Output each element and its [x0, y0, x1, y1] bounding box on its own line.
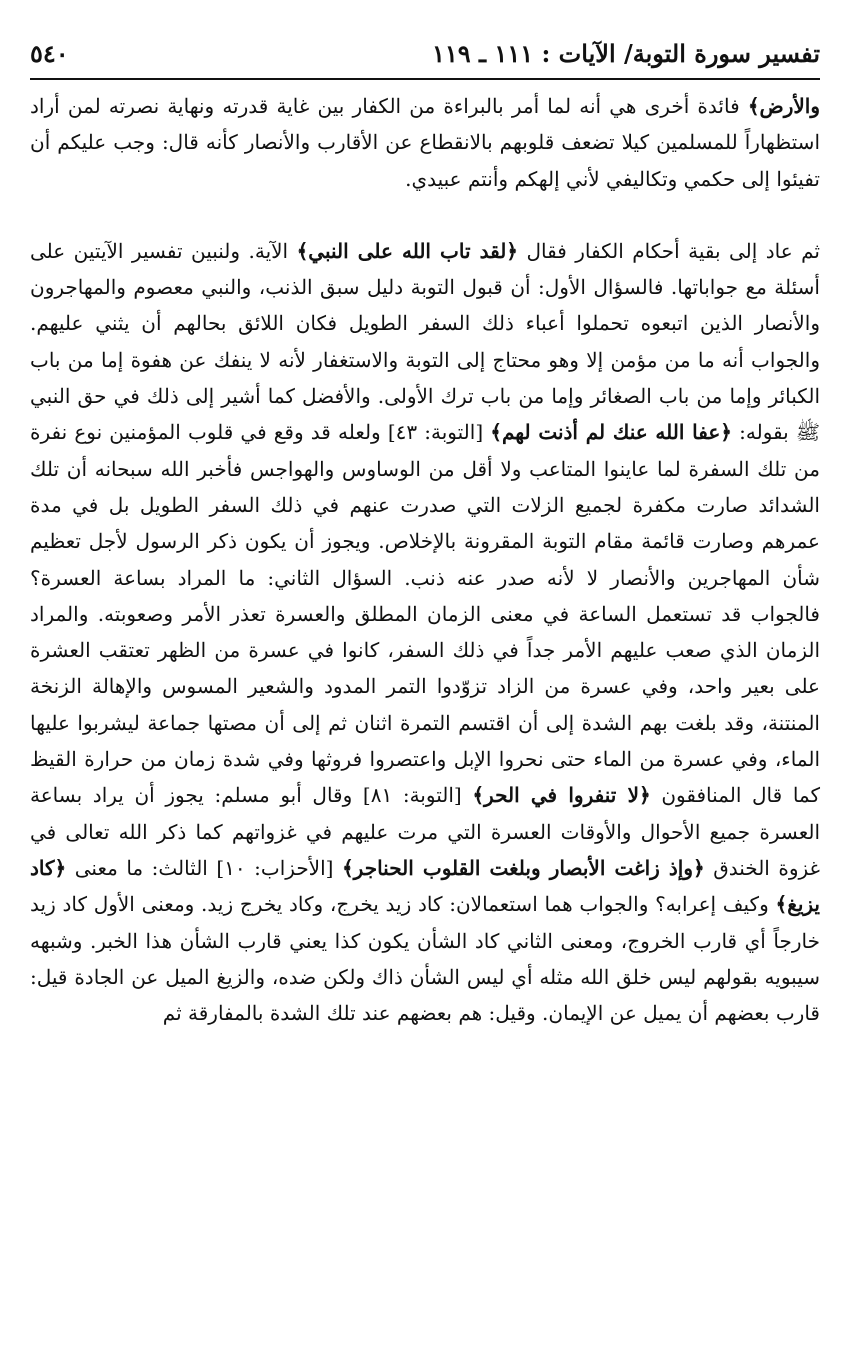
quran-quote: ﴿لا تنفروا في الحر﴾ [472, 783, 651, 808]
header-divider [30, 78, 820, 80]
paragraph-2 [30, 233, 820, 1032]
quran-quote: ﴿كاد يزيغ﴾ [30, 855, 820, 917]
paragraph-text: [الأحزاب: ١٠] الثالث: ما معنى [66, 855, 342, 880]
quran-quote: ﴿عفا الله عنك لم أذنت لهم﴾ [490, 420, 733, 445]
paragraph-text: [التوبة: ٨١] وقال أبو مسلم: يجوز أن يراد بساعة العسرة جميع الأحوال والأوقات العسرة التي مرت عليهم في غزواتهم كما ذكر الله تعالى في غزوة الخندق [30, 783, 820, 880]
quran-quote: ﴿لقد تاب الله على النبي﴾ [296, 238, 519, 263]
paragraph-1 [30, 88, 820, 197]
quran-quote: والأرض﴾ [747, 94, 820, 118]
paragraph-text: [التوبة: ٤٣] ولعله قد وقع في قلوب المؤمنين نوع نفرة من تلك السفرة لما عاينوا المتاعب ولا أقل من الوساوس والهواجس فأخبر الله سبحانه أن تلك الشدائد صارت مكفرة لجميع الزلات التي صدرت عنهم في ذلك السفر الطويل بل في مدة عمرهم وصارت قائمة مقام التوبة المقرونة بالإخلاص. ويجوز أن يكون ذكر الرسول لأجل تعظيم شأن المهاجرين والأنصار لا لأنه صدر عنه ذنب. السؤال الثاني: ما المراد بساعة العسرة؟ فالجواب قد تستعمل الساعة في معنى الزمان المطلق والعسرة تعذر الأمر وصعوبته. والمراد الزمان الذي صعب عليهم الأمر جداً في ذلك السفر، كانوا في عسرة من الظهر تعتقب العشرة على بعير واحد، وفي عسرة من الزاد تزوّدوا التمر المدود والشعير المسوس والإهالة الزنخة المنتنة، وقد بلغت بهم الشدة إلى أن اقتسم التمرة اثنان ثم إلى أن مصتها جماعة ليشربوا عليها الماء، وفي عسرة من الماء حتى نحروا الإبل واعتصروا فروثها وفي شدة زمان من حرارة القيظ كما قال المنافقون [30, 420, 821, 808]
paragraph-text: الآية. ولنبين تفسير الآيتين على أسئلة مع جواباتها. فالسؤال الأول: أن قبول التوبة دليل سبق الذنب، والنبي معصوم والمهاجرون والأنصار الذين اتبعوه تحملوا أعباء ذلك السفر الطويل فكان اللائق بحالهم أن يثني عليهم. والجواب أنه ما من مؤمن إلا وهو محتاج إلى التوبة والاستغفار لأنه لا ينفك عن هفوة إما من باب الكبائر وإما من باب الصغائر وإما من باب ترك الأولى. والأفضل كما أشير إلى ذلك في حق النبي ﷺ بقوله: [30, 238, 821, 445]
paragraph-text: ثم عاد إلى بقية أحكام الكفار فقال [518, 238, 820, 263]
page-body [30, 88, 820, 1031]
page-header [30, 32, 820, 74]
paragraph-text: فائدة أخرى هي أنه لما أمر بالبراءة من الكفار بين غاية قدرته ونهاية نصرته لمن أراد استظهاراً للمسلمين كيلا تضعف قلوبهم بالانقطاع عن الأقارب والأنصار كأنه قال: وجب عليكم أن تفيئوا إلى حكمي وتكاليفي لأني إلهكم وأنتم عبيدي. [30, 94, 820, 191]
page-number: ٥٤٠ [30, 38, 69, 68]
paragraph-text: وكيف إعرابه؟ والجواب هما استعمالان: كاد زيد يخرج، وكاد يخرج زيد. ومعنى الأول كاد زيد خارجاً أي قارب الخروج، ومعنى الثاني كاد الشأن يكون كذا يعني قارب الشأن هذا الخبر. وشبهه سيبويه بقولهم ليس خلق الله مثله أي ليس الشأن ذاك ولكن ضده، والزيغ الميل عن الجادة قيل: قارب بعضهم أن يميل عن الإيمان. وقيل: هم بعضهم عند تلك الشدة بالمفارقة ثم [30, 892, 820, 1026]
running-title: تفسير سورة التوبة/ الآيات : ١١١ ـ ١١٩ [432, 38, 820, 68]
quran-quote: ﴿وإذ زاغت الأبصار وبلغت القلوب الحناجر﴾ [341, 855, 705, 880]
